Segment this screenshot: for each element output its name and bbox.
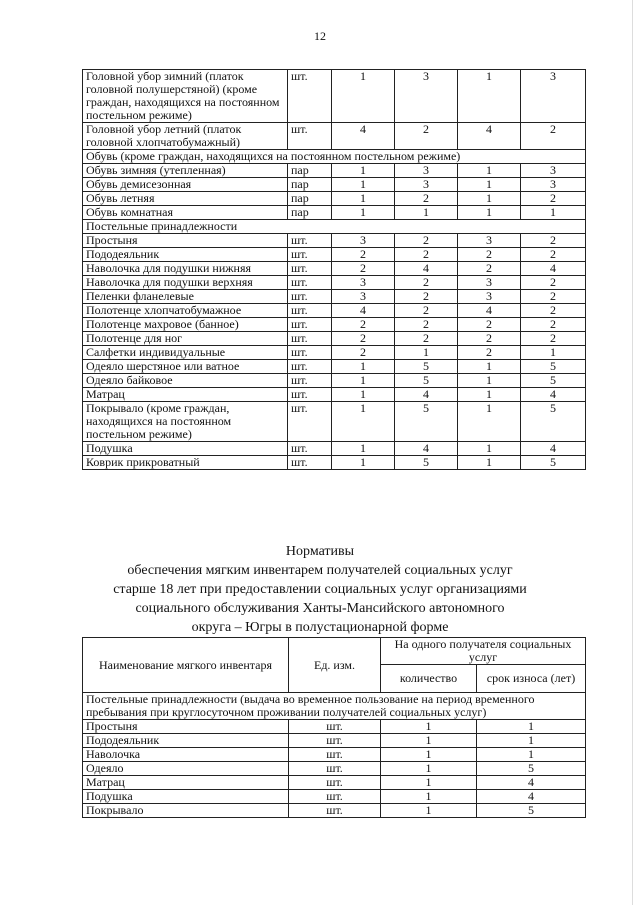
value-cell: 5 bbox=[395, 360, 458, 374]
item-name: Обувь комнатная bbox=[83, 206, 288, 220]
value-cell: 1 bbox=[332, 442, 395, 456]
value-cell: 3 bbox=[332, 234, 395, 248]
value-cell: 5 bbox=[395, 402, 458, 442]
value-cell: 5 bbox=[521, 374, 586, 388]
norms-heading-line: социального обслуживания Ханты-Мансийского автономного bbox=[135, 601, 505, 616]
item-name: Обувь летняя bbox=[83, 192, 288, 206]
value-cell: 1 bbox=[458, 360, 521, 374]
value-cell: 1 bbox=[458, 442, 521, 456]
item-name: Обувь демисезонная bbox=[83, 178, 288, 192]
item-name: Пододеяльник bbox=[83, 248, 288, 262]
quantity-cell: 1 bbox=[381, 790, 477, 804]
item-name: Одеяло байковое bbox=[83, 374, 288, 388]
value-cell: 4 bbox=[395, 262, 458, 276]
unit-cell: пар bbox=[288, 178, 332, 192]
section-title: Постельные принадлежности bbox=[83, 220, 586, 234]
table-row bbox=[83, 70, 586, 123]
item-name: Одеяло bbox=[83, 762, 289, 776]
item-name: Обувь зимняя (утепленная) bbox=[83, 164, 288, 178]
unit-cell: шт. bbox=[288, 123, 332, 150]
norms-heading-line: обеспечения мягким инвентарем получателей социальных услуг bbox=[127, 563, 513, 578]
table-row bbox=[83, 804, 586, 818]
value-cell: 2 bbox=[395, 234, 458, 248]
norms-heading-line: округа – Югры в полустационарной форме bbox=[191, 620, 449, 635]
item-name: Матрац bbox=[83, 388, 288, 402]
table-row bbox=[83, 442, 586, 456]
wear-term-cell: 1 bbox=[477, 734, 586, 748]
value-cell: 2 bbox=[458, 248, 521, 262]
value-cell: 2 bbox=[395, 318, 458, 332]
value-cell: 3 bbox=[395, 178, 458, 192]
unit-cell: шт. bbox=[288, 70, 332, 123]
semi-stationary-table-body bbox=[83, 693, 586, 818]
item-name: Коврик прикроватный bbox=[83, 456, 288, 470]
value-cell: 1 bbox=[521, 206, 586, 220]
item-name: Подушка bbox=[83, 790, 289, 804]
value-cell: 2 bbox=[332, 332, 395, 346]
value-cell: 2 bbox=[521, 304, 586, 318]
value-cell: 2 bbox=[521, 290, 586, 304]
value-cell: 4 bbox=[332, 123, 395, 150]
value-cell: 3 bbox=[458, 234, 521, 248]
header-name: Наименование мягкого инвентаря bbox=[83, 638, 289, 693]
value-cell: 1 bbox=[332, 192, 395, 206]
value-cell: 2 bbox=[332, 262, 395, 276]
section-title: Обувь (кроме граждан, находящихся на постоянном постельном режиме) bbox=[83, 150, 586, 164]
unit-cell: шт. bbox=[288, 388, 332, 402]
norms-heading-line: Нормативы bbox=[285, 544, 355, 559]
value-cell: 1 bbox=[332, 402, 395, 442]
table-row bbox=[83, 762, 586, 776]
unit-cell: шт. bbox=[289, 790, 381, 804]
quantity-cell: 1 bbox=[381, 748, 477, 762]
table-row bbox=[83, 234, 586, 248]
value-cell: 2 bbox=[521, 332, 586, 346]
value-cell: 4 bbox=[395, 388, 458, 402]
value-cell: 5 bbox=[395, 456, 458, 470]
table-row bbox=[83, 776, 586, 790]
value-cell: 1 bbox=[332, 388, 395, 402]
unit-cell: пар bbox=[288, 206, 332, 220]
item-name: Головной убор зимний (платок головной полушерстяной) (кроме граждан, находящихся на постоянном постельном режиме) bbox=[83, 70, 288, 123]
unit-cell: шт. bbox=[288, 304, 332, 318]
value-cell: 3 bbox=[521, 164, 586, 178]
table-row bbox=[83, 402, 586, 442]
value-cell: 2 bbox=[521, 234, 586, 248]
section-row: Постельные принадлежности (выдача во временное пользование на период временного пребывания при круглосуточном проживании получателей социальных услуг) bbox=[83, 693, 586, 720]
value-cell: 5 bbox=[395, 374, 458, 388]
value-cell: 4 bbox=[521, 442, 586, 456]
table-row bbox=[83, 388, 586, 402]
value-cell: 4 bbox=[458, 304, 521, 318]
value-cell: 2 bbox=[521, 318, 586, 332]
table-row bbox=[83, 276, 586, 290]
value-cell: 5 bbox=[521, 360, 586, 374]
unit-cell: шт. bbox=[288, 456, 332, 470]
quantity-cell: 1 bbox=[381, 776, 477, 790]
value-cell: 1 bbox=[458, 178, 521, 192]
value-cell: 3 bbox=[395, 164, 458, 178]
item-name: Пододеяльник bbox=[83, 734, 289, 748]
value-cell: 5 bbox=[521, 456, 586, 470]
value-cell: 1 bbox=[458, 456, 521, 470]
value-cell: 2 bbox=[395, 304, 458, 318]
unit-cell: шт. bbox=[288, 248, 332, 262]
item-name: Покрывало (кроме граждан, находящихся на постоянном постельном режиме) bbox=[83, 402, 288, 442]
table-row bbox=[83, 748, 586, 762]
unit-cell: шт. bbox=[288, 290, 332, 304]
unit-cell: шт. bbox=[289, 762, 381, 776]
table-row bbox=[83, 206, 586, 220]
item-name: Наволочка для подушки нижняя bbox=[83, 262, 288, 276]
value-cell: 1 bbox=[332, 360, 395, 374]
value-cell: 1 bbox=[458, 70, 521, 123]
table-row bbox=[83, 734, 586, 748]
value-cell: 2 bbox=[458, 346, 521, 360]
value-cell: 3 bbox=[332, 290, 395, 304]
value-cell: 2 bbox=[395, 248, 458, 262]
value-cell: 2 bbox=[458, 318, 521, 332]
item-name: Простыня bbox=[83, 720, 289, 734]
quantity-cell: 1 bbox=[381, 734, 477, 748]
unit-cell: шт. bbox=[288, 360, 332, 374]
unit-cell: шт. bbox=[289, 776, 381, 790]
wear-term-cell: 4 bbox=[477, 776, 586, 790]
table-row bbox=[83, 164, 586, 178]
value-cell: 1 bbox=[395, 206, 458, 220]
table-row bbox=[83, 720, 586, 734]
value-cell: 1 bbox=[332, 456, 395, 470]
item-name: Покрывало bbox=[83, 804, 289, 818]
unit-cell: шт. bbox=[289, 804, 381, 818]
value-cell: 4 bbox=[458, 123, 521, 150]
table-row bbox=[83, 262, 586, 276]
header-per-recipient: На одного получателя социальных услуг bbox=[381, 638, 586, 665]
table-row bbox=[83, 290, 586, 304]
wear-term-cell: 4 bbox=[477, 790, 586, 804]
value-cell: 1 bbox=[458, 206, 521, 220]
wear-term-cell: 1 bbox=[477, 720, 586, 734]
scan-edge-line bbox=[632, 0, 633, 905]
wear-term-cell: 5 bbox=[477, 804, 586, 818]
table-row bbox=[83, 360, 586, 374]
norms-heading-line: старше 18 лет при предоставлении социальных услуг организациями bbox=[113, 582, 527, 597]
table-row bbox=[83, 178, 586, 192]
section-row bbox=[83, 150, 586, 164]
value-cell: 1 bbox=[458, 402, 521, 442]
value-cell: 1 bbox=[458, 374, 521, 388]
value-cell: 1 bbox=[332, 178, 395, 192]
unit-cell: шт. bbox=[288, 442, 332, 456]
item-name: Полотенце хлопчатобумажное bbox=[83, 304, 288, 318]
quantity-cell: 1 bbox=[381, 762, 477, 776]
value-cell: 2 bbox=[395, 192, 458, 206]
unit-cell: шт. bbox=[288, 262, 332, 276]
value-cell: 4 bbox=[395, 442, 458, 456]
value-cell: 5 bbox=[521, 402, 586, 442]
quantity-cell: 1 bbox=[381, 804, 477, 818]
value-cell: 1 bbox=[332, 70, 395, 123]
table-row bbox=[83, 346, 586, 360]
item-name: Полотенце махровое (банное) bbox=[83, 318, 288, 332]
item-name: Простыня bbox=[83, 234, 288, 248]
semi-stationary-norms-table bbox=[82, 637, 586, 818]
item-name: Салфетки индивидуальные bbox=[83, 346, 288, 360]
value-cell: 2 bbox=[395, 123, 458, 150]
value-cell: 1 bbox=[458, 164, 521, 178]
value-cell: 1 bbox=[521, 346, 586, 360]
unit-cell: шт. bbox=[288, 234, 332, 248]
item-name: Наволочка для подушки верхняя bbox=[83, 276, 288, 290]
value-cell: 3 bbox=[395, 70, 458, 123]
value-cell: 2 bbox=[458, 332, 521, 346]
item-name: Наволочка bbox=[83, 748, 289, 762]
value-cell: 1 bbox=[332, 164, 395, 178]
value-cell: 2 bbox=[332, 248, 395, 262]
wear-term-cell: 5 bbox=[477, 762, 586, 776]
value-cell: 4 bbox=[332, 304, 395, 318]
table-row bbox=[83, 318, 586, 332]
value-cell: 3 bbox=[521, 70, 586, 123]
unit-cell: шт. bbox=[288, 402, 332, 442]
inventory-table-continued bbox=[82, 69, 586, 470]
value-cell: 2 bbox=[395, 332, 458, 346]
value-cell: 2 bbox=[395, 276, 458, 290]
header-quantity: количество bbox=[381, 665, 477, 693]
unit-cell: шт. bbox=[289, 720, 381, 734]
table-row bbox=[83, 456, 586, 470]
value-cell: 2 bbox=[332, 318, 395, 332]
value-cell: 4 bbox=[521, 262, 586, 276]
unit-cell: пар bbox=[288, 192, 332, 206]
value-cell: 4 bbox=[521, 388, 586, 402]
table-row bbox=[83, 304, 586, 318]
value-cell: 3 bbox=[521, 178, 586, 192]
table-row bbox=[83, 192, 586, 206]
item-name: Головной убор летний (платок головной хлопчатобумажный) bbox=[83, 123, 288, 150]
item-name: Пеленки фланелевые bbox=[83, 290, 288, 304]
value-cell: 2 bbox=[521, 123, 586, 150]
value-cell: 1 bbox=[458, 192, 521, 206]
unit-cell: шт. bbox=[288, 374, 332, 388]
unit-cell: шт. bbox=[288, 346, 332, 360]
value-cell: 1 bbox=[395, 346, 458, 360]
item-name: Одеяло шерстяное или ватное bbox=[83, 360, 288, 374]
value-cell: 1 bbox=[458, 388, 521, 402]
unit-cell: пар bbox=[288, 164, 332, 178]
header-wear-term: срок износа (лет) bbox=[477, 665, 586, 693]
value-cell: 2 bbox=[458, 262, 521, 276]
value-cell: 2 bbox=[521, 248, 586, 262]
page-number: 12 bbox=[314, 29, 326, 43]
unit-cell: шт. bbox=[288, 276, 332, 290]
value-cell: 3 bbox=[332, 276, 395, 290]
value-cell: 3 bbox=[458, 290, 521, 304]
value-cell: 2 bbox=[521, 192, 586, 206]
unit-cell: шт. bbox=[288, 318, 332, 332]
item-name: Полотенце для ног bbox=[83, 332, 288, 346]
value-cell: 1 bbox=[332, 374, 395, 388]
table-row bbox=[83, 374, 586, 388]
wear-term-cell: 1 bbox=[477, 748, 586, 762]
quantity-cell: 1 bbox=[381, 720, 477, 734]
inventory-table-body bbox=[83, 70, 586, 470]
norms-heading bbox=[0, 542, 640, 637]
value-cell: 1 bbox=[332, 206, 395, 220]
unit-cell: шт. bbox=[288, 332, 332, 346]
header-unit: Ед. изм. bbox=[289, 638, 381, 693]
table-row bbox=[83, 123, 586, 150]
item-name: Матрац bbox=[83, 776, 289, 790]
table-row bbox=[83, 332, 586, 346]
item-name: Подушка bbox=[83, 442, 288, 456]
unit-cell: шт. bbox=[289, 748, 381, 762]
value-cell: 2 bbox=[332, 346, 395, 360]
value-cell: 2 bbox=[521, 276, 586, 290]
value-cell: 3 bbox=[458, 276, 521, 290]
table-row bbox=[83, 790, 586, 804]
table-row bbox=[83, 248, 586, 262]
value-cell: 2 bbox=[395, 290, 458, 304]
section-row bbox=[83, 220, 586, 234]
unit-cell: шт. bbox=[289, 734, 381, 748]
